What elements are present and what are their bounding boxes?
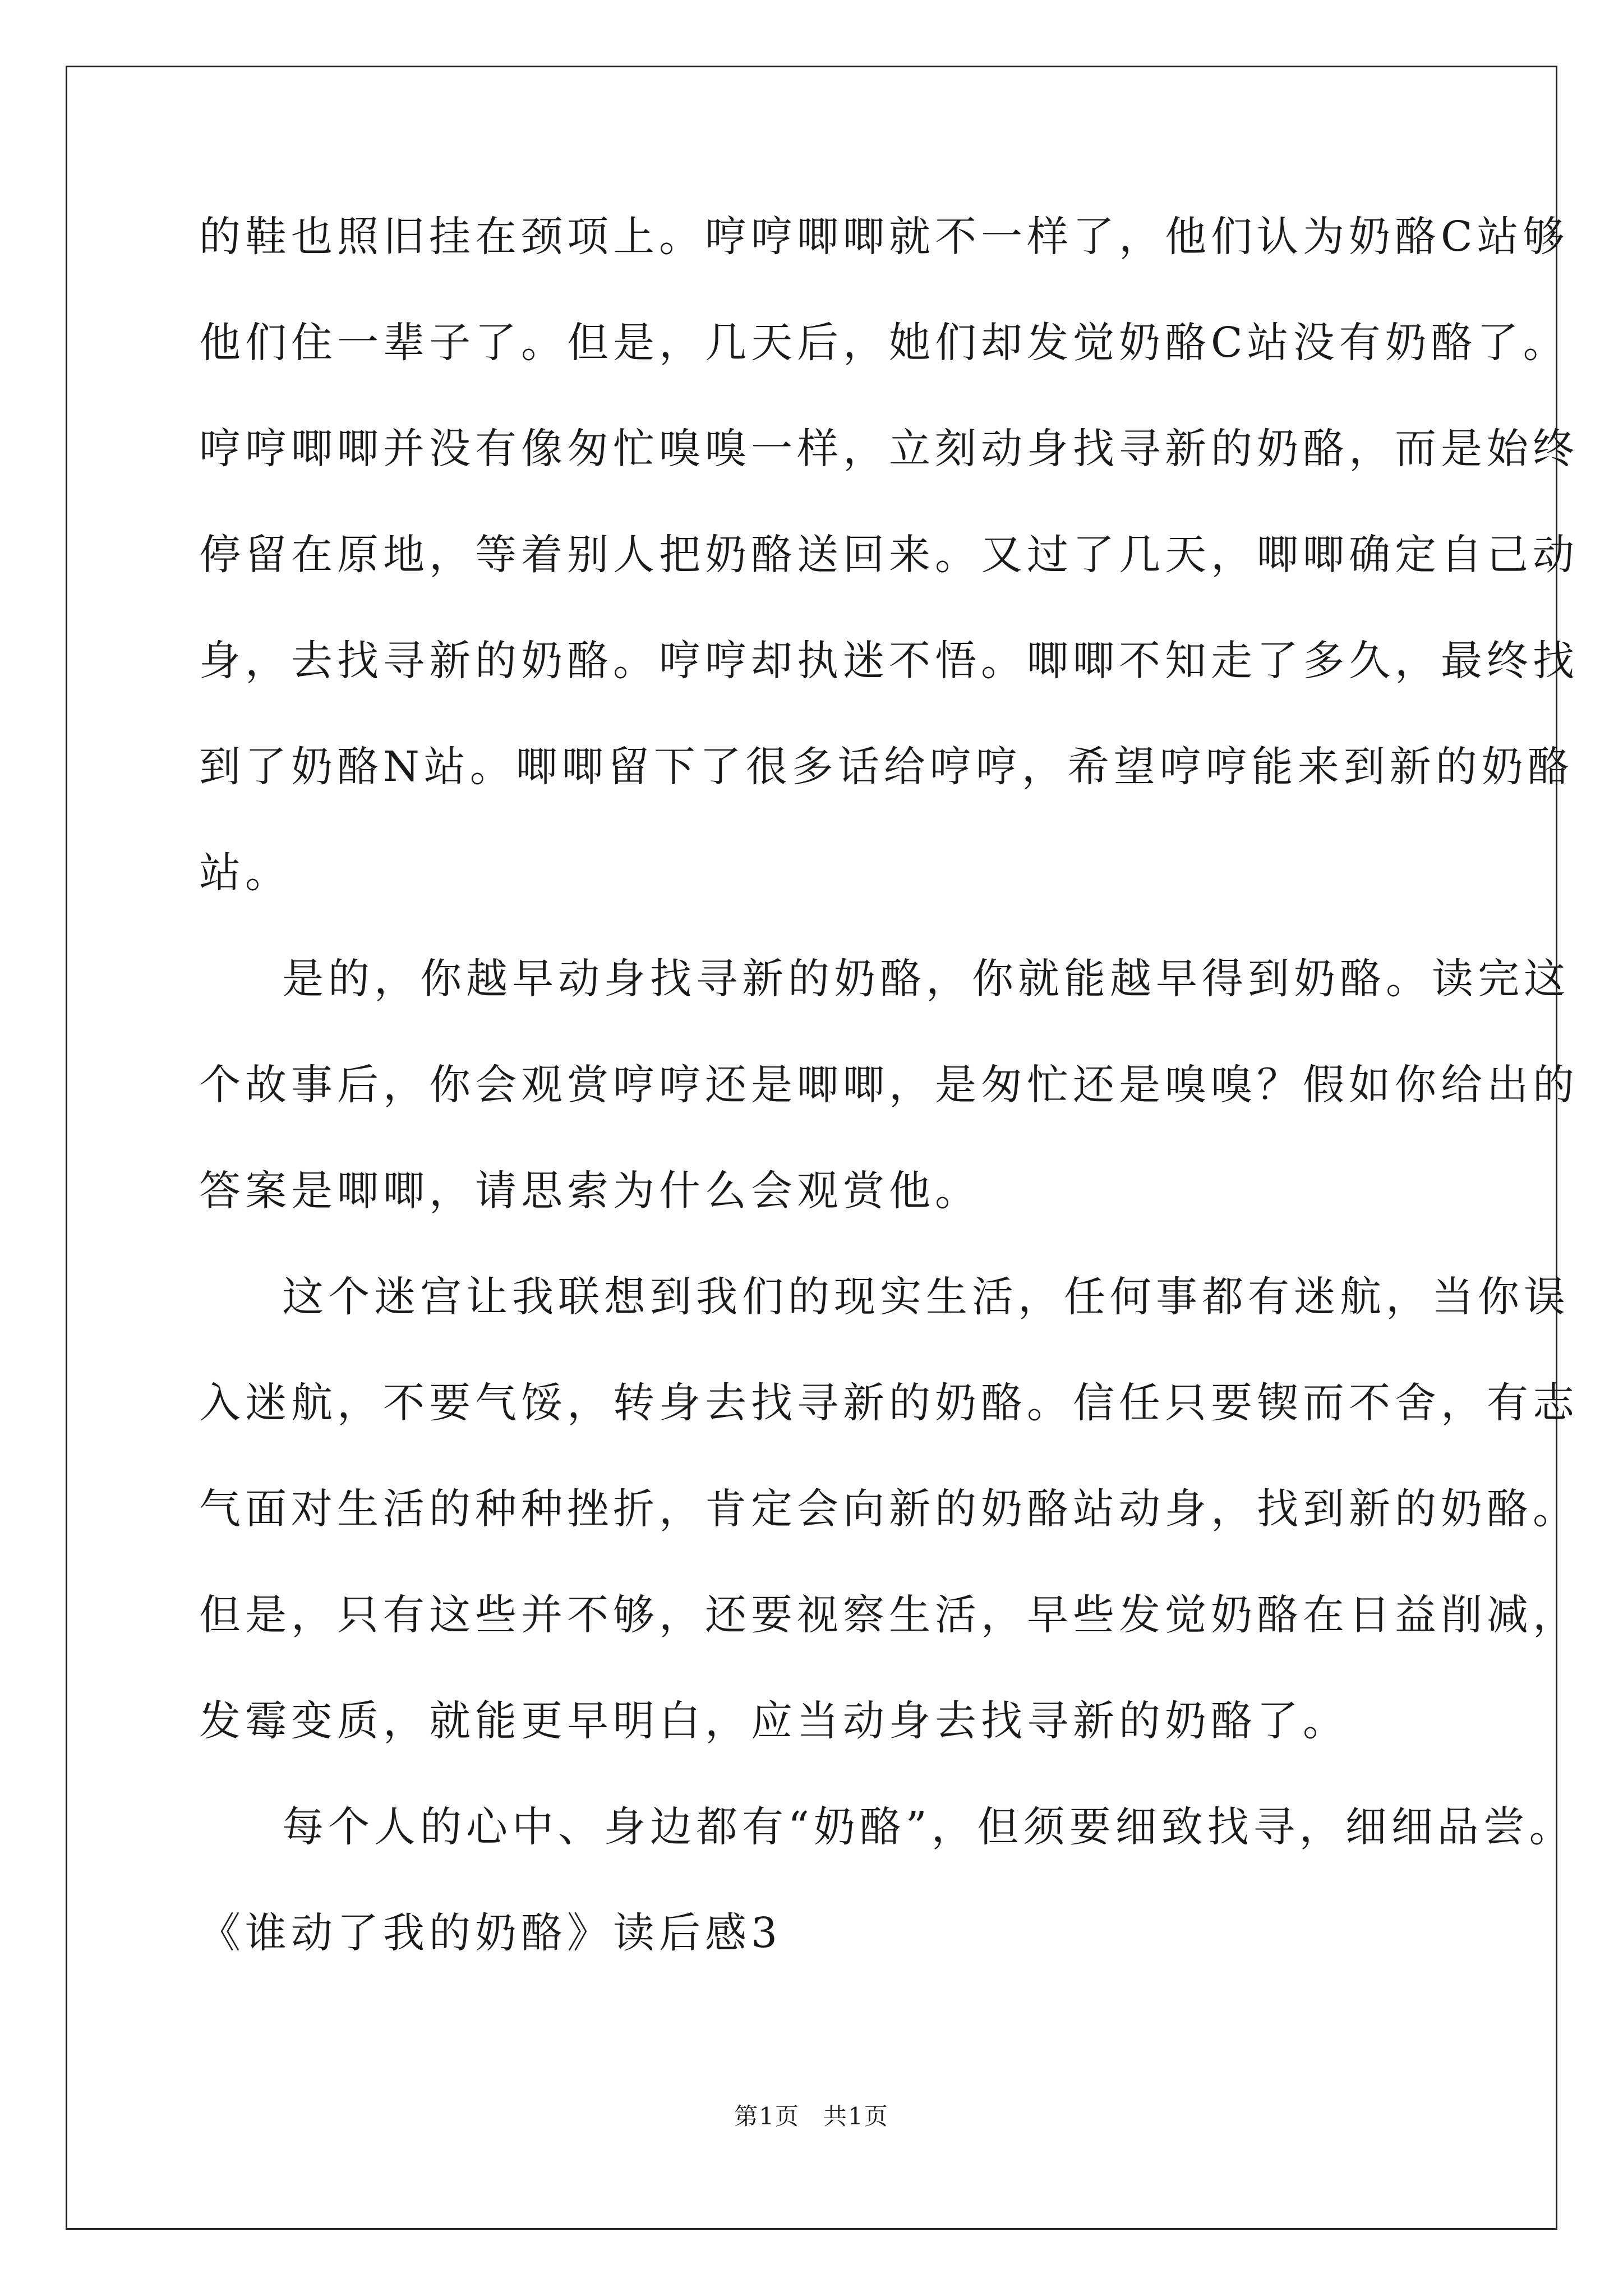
paragraph-line: 站。 — [199, 849, 291, 897]
paragraph-line: 到了奶酪N站。唧唧留下了很多话给哼哼，希望哼哼能来到新的奶酪 — [199, 743, 1574, 791]
paragraph-line: 的鞋也照旧挂在颈项上。哼哼唧唧就不一样了，他们认为奶酪C站够 — [199, 213, 1569, 261]
page-footer — [0, 2098, 1623, 2132]
section-heading: 《谁动了我的奶酪》读后感3 — [199, 1909, 782, 1957]
paragraph-line: 哼哼唧唧并没有像匆忙嗅嗅一样，立刻动身找寻新的奶酪，而是始终 — [199, 425, 1579, 473]
paragraph-line: 答案是唧唧，请思索为什么会观赏他。 — [199, 1167, 981, 1215]
paragraph-first-line: 是的，你越早动身找寻新的奶酪，你就能越早得到奶酪。读完这 — [282, 955, 1570, 1003]
page-total: 共1页 — [823, 2102, 889, 2130]
paragraph-line: 个故事后，你会观赏哼哼还是唧唧，是匆忙还是嗅嗅？假如你给出的 — [199, 1061, 1579, 1109]
paragraph-line: 气面对生活的种种挫折，肯定会向新的奶酪站动身，找到新的奶酪。 — [199, 1485, 1579, 1533]
paragraph-line: 入迷航，不要气馁，转身去找寻新的奶酪。信任只要锲而不舍，有志 — [199, 1379, 1579, 1427]
paragraph-line: 发霉变质，就能更早明白，应当动身去找寻新的奶酪了。 — [199, 1697, 1349, 1745]
paragraph-first-line: 这个迷宫让我联想到我们的现实生活，任何事都有迷航，当你误 — [282, 1273, 1570, 1321]
paragraph-line: 但是，只有这些并不够，还要视察生活，早些发觉奶酪在日益削减， — [199, 1591, 1579, 1639]
paragraph-line: 他们住一辈子了。但是，几天后，她们却发觉奶酪C站没有奶酪了。 — [199, 319, 1569, 367]
paragraph-line: 身，去找寻新的奶酪。哼哼却执迷不悟。唧唧不知走了多久，最终找 — [199, 637, 1579, 685]
paragraph-first-line: 每个人的心中、身边都有“奶酪”，但须要细致找寻，细细品尝。 — [282, 1803, 1575, 1851]
page-number: 第1页 — [734, 2102, 800, 2130]
paragraph-line: 停留在原地，等着别人把奶酪送回来。又过了几天，唧唧确定自己动 — [199, 531, 1579, 579]
page-border — [66, 66, 1557, 2230]
